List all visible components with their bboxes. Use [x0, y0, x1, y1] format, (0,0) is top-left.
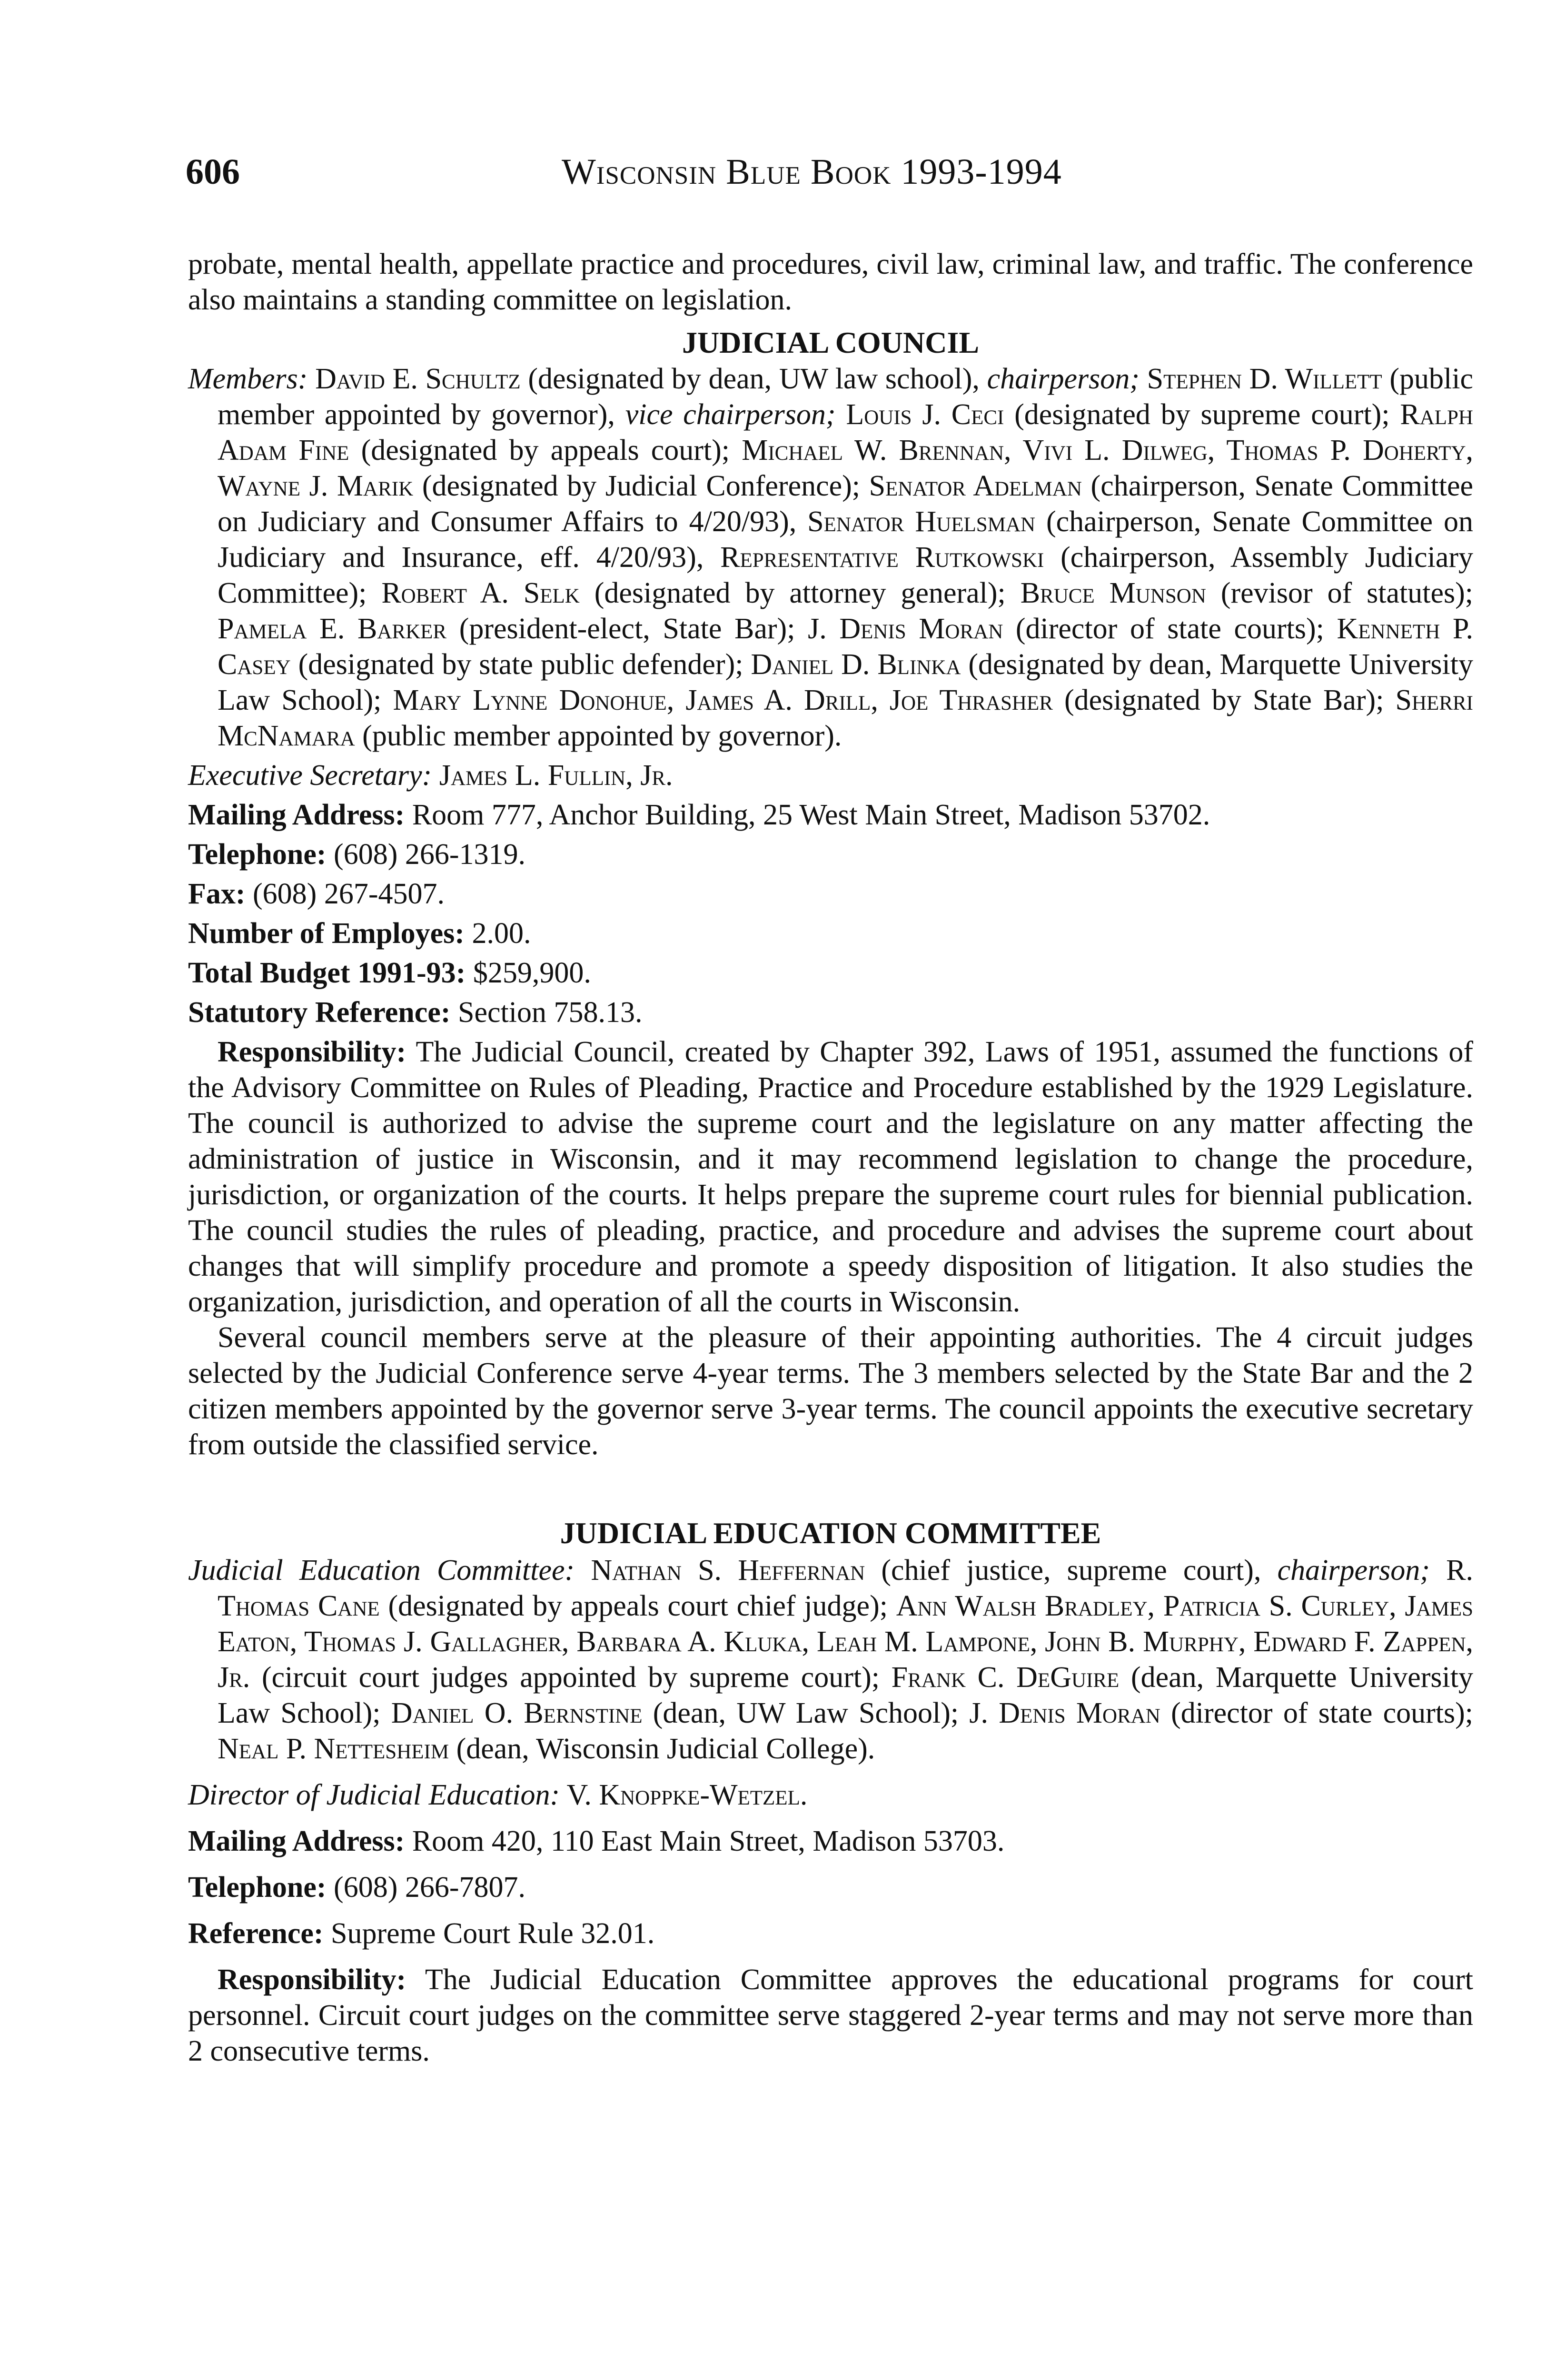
field-label: Reference:: [188, 1917, 324, 1950]
member-name: Frank C. DeGuire: [891, 1661, 1120, 1694]
member-role: (designated by dean, UW law school),: [520, 363, 987, 395]
member-role: (designated by appeals court chief judge);: [379, 1590, 896, 1622]
running-title: Wisconsin Blue Book 1993-1994: [562, 152, 1062, 192]
field-value: (608) 266-7807.: [326, 1871, 525, 1904]
field-label: Telephone:: [188, 1871, 327, 1904]
page-header: [186, 151, 1471, 199]
field-value: The Judicial Education Committee approves the educational programs for court personnel. Circuit court judges on the committee serve staggered 2-year terms and may not serve more than 2 consecutive terms.: [188, 1964, 1473, 2067]
judicial-education-heading: JUDICIAL EDUCATION COMMITTEE: [560, 1516, 1101, 1550]
member-title: chairperson;: [987, 363, 1140, 395]
statutory-reference: [188, 995, 1473, 1031]
total-budget: [188, 955, 1473, 991]
judicial-council-members: [188, 361, 1473, 754]
member-role: (dean, Marquette University Law School);: [218, 1661, 1474, 1729]
member-name: R. Thomas Cane: [218, 1554, 1473, 1622]
field-value: V. Knoppke-Wetzel.: [560, 1779, 808, 1811]
intro-paragraph: probate, mental health, appellate practice and procedures, civil law, criminal law, and traffic. The conference also maintains a standing committee on legislation.: [188, 248, 1473, 316]
field-label: Telephone:: [188, 838, 327, 871]
page-number: 606: [186, 152, 240, 192]
member-role: (designated by State Bar);: [1052, 684, 1396, 716]
field-value: Room 777, Anchor Building, 25 West Main Street, Madison 53702.: [405, 799, 1210, 831]
field-label: Total Budget 1991-93:: [188, 957, 466, 989]
reference: [188, 1916, 1473, 1952]
member-name: Sherri McNamara: [218, 684, 1473, 752]
telephone: [188, 1870, 1473, 1905]
member-role: (dean, Wisconsin Judicial College).: [449, 1733, 875, 1765]
member-role: (circuit court judges appointed by supreme court);: [250, 1661, 892, 1694]
member-name: Bruce Munson: [1020, 577, 1206, 609]
member-role: (chief justice, supreme court),: [865, 1554, 1278, 1587]
field-value: The Judicial Council, created by Chapter 392, Laws of 1951, assumed the functions of the Advisory Committee on Rules of Pleading, Practice and Procedure established by the 1929 Legislature. The council is authorized to advise the supreme court and the legislature on any matter affecting the administration of justice in Wisconsin, and it may recommend legislation to change the procedure, jurisdiction, or organization of the courts. It helps prepare the supreme court rules for biennial publication. The council studies the rules of pleading, practice, and procedure and advises the supreme court about changes that will simplify procedure and promote a speedy disposition of litigation. It also studies the organization, jurisdiction, and operation of all the courts in Wisconsin.: [188, 1036, 1473, 1318]
member-role: (designated by attorney general);: [579, 577, 1021, 609]
member-name: Nathan S. Heffernan: [575, 1554, 865, 1587]
council-terms-paragraph: Several council members serve at the pleasure of their appointing authorities. The 4 circuit judges selected by the Judicial Conference serve 4-year terms. The 3 members selected by the State Bar and the 2 citizen members appointed by the governor serve 3-year terms. The council appoints the executive secretary from outside the classified service.: [188, 1321, 1473, 1461]
field-value: 2.00.: [464, 917, 531, 950]
member-name: Ann Walsh Bradley, Patricia S. Curley, James Eaton, Thomas J. Gallagher, Barbara A. Kluka, Leah M. Lampone, John B. Murphy, Edward F. Zappen, Jr.: [218, 1590, 1473, 1694]
member-role: (director of state courts);: [1003, 613, 1337, 645]
member-name: Louis J. Ceci: [835, 398, 1004, 431]
field-value: Room 420, 110 East Main Street, Madison 53703.: [405, 1825, 1005, 1857]
member-role: (dean, UW Law School);: [642, 1697, 970, 1729]
member-name: Representative Rutkowski: [720, 541, 1044, 574]
member-role: (designated by Judicial Conference);: [413, 470, 869, 502]
mailing-address: [188, 1824, 1473, 1859]
field-label: Statutory Reference:: [188, 996, 451, 1029]
member-name: Daniel D. Blinka: [751, 648, 961, 681]
mailing-address: [188, 797, 1473, 833]
field-label: Responsibility:: [218, 1964, 406, 1996]
member-role: (chairperson, Senate Committee on Judiciary and Consumer Affairs to 4/20/93),: [218, 470, 1473, 538]
field-label: Number of Employes:: [188, 917, 465, 950]
member-role: (designated by state public defender);: [290, 648, 751, 681]
member-role: (director of state courts);: [1160, 1697, 1473, 1729]
member-name: Michael W. Brennan, Vivi L. Dilweg, Thomas P. Doherty, Wayne J. Marik: [218, 434, 1474, 502]
field-label: Mailing Address:: [188, 799, 405, 831]
member-role: (designated by dean, Marquette University Law School);: [218, 648, 1474, 716]
member-role: (designated by supreme court);: [1004, 398, 1400, 431]
director-of-judicial-education: [188, 1777, 1473, 1813]
member-role: (public member appointed by governor).: [355, 720, 842, 752]
member-title: vice chairperson;: [625, 398, 836, 431]
member-name: Kenneth P. Casey: [218, 613, 1473, 681]
telephone: [188, 837, 1473, 873]
member-name: Mary Lynne Donohue, James A. Drill, Joe Thrasher: [393, 684, 1053, 716]
member-name: Neal P. Nettesheim: [218, 1733, 449, 1765]
member-name: J. Denis Moran: [808, 613, 1003, 645]
field-value: (608) 266-1319.: [326, 838, 525, 871]
members-label: Judicial Education Committee:: [188, 1554, 575, 1587]
member-name: Pamela E. Barker: [218, 613, 447, 645]
member-name: Robert A. Selk: [381, 577, 580, 609]
field-label: Fax:: [188, 878, 246, 910]
member-name: Stephen D. Willett: [1139, 363, 1382, 395]
field-label: Director of Judicial Education:: [188, 1779, 560, 1811]
council-responsibility: [188, 1034, 1473, 1320]
field-value: (608) 267-4507.: [245, 878, 445, 910]
member-name: Daniel O. Bernstine: [391, 1697, 643, 1729]
member-role: (revisor of statutes);: [1206, 577, 1473, 609]
member-name: J. Denis Moran: [969, 1697, 1160, 1729]
executive-secretary: [188, 758, 1473, 793]
member-role: (president-elect, State Bar);: [446, 613, 808, 645]
member-role: (chairperson, Senate Committee on Judiciary and Insurance, eff. 4/20/93),: [218, 506, 1473, 574]
member-name: Ralph Adam Fine: [218, 398, 1473, 466]
field-label: Mailing Address:: [188, 1825, 405, 1857]
member-name: David E. Schultz: [315, 363, 521, 395]
field-label: Executive Secretary:: [188, 759, 432, 792]
field-value: Supreme Court Rule 32.01.: [323, 1917, 655, 1950]
field-label: Responsibility:: [218, 1036, 406, 1068]
member-title: chairperson;: [1277, 1554, 1430, 1587]
member-role: (public member appointed by governor),: [218, 363, 1473, 431]
members-label: Members:: [188, 363, 308, 395]
number-of-employes: [188, 916, 1473, 952]
member-name: Senator Huelsman: [807, 506, 1036, 538]
judicial-council-heading: JUDICIAL COUNCIL: [682, 326, 980, 359]
member-name: Senator Adelman: [869, 470, 1082, 502]
judicial-education-members: [188, 1553, 1473, 1767]
page-body: [188, 247, 1473, 2069]
field-value: James L. Fullin, Jr.: [432, 759, 673, 792]
fax: [188, 876, 1473, 912]
member-role: (designated by appeals court);: [349, 434, 742, 466]
field-value: $259,900.: [466, 957, 591, 989]
education-responsibility: [188, 1962, 1473, 2069]
member-role: (chairperson, Assembly Judiciary Committee);: [218, 541, 1473, 609]
field-value: Section 758.13.: [450, 996, 643, 1029]
